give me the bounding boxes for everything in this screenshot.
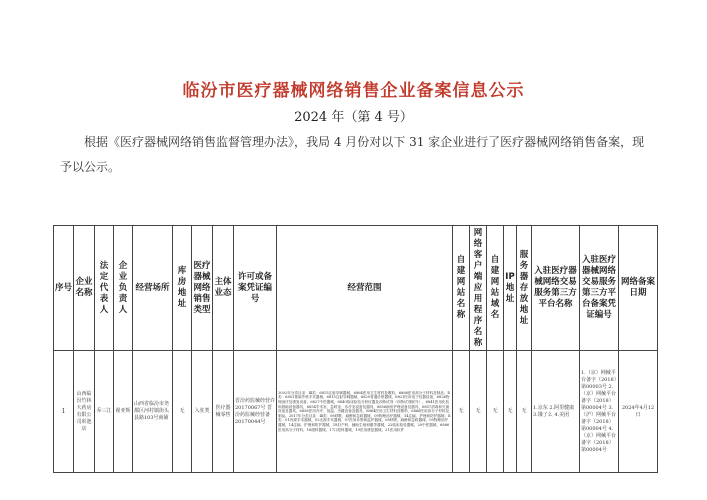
cell-app-name: 无 [470, 351, 487, 473]
column-header: 网络备案日期 [619, 226, 658, 351]
table-header-row [54, 226, 658, 351]
cell-legal-rep: 乔三江 [95, 351, 114, 473]
cell-warehouse: 无 [173, 351, 192, 473]
column-header: 企业负责人 [114, 226, 133, 351]
page-title: 临汾市医疗器械网络销售企业备案信息公示 [182, 81, 525, 101]
cell-business-scope: 2002年分类目录：Ⅲ类：6815注射穿刺器械，6864医用卫生材料及敷料，6866医用高分子材料及制品；Ⅱ类：6801基础外科手术器械，6815注射穿刺器械，6820普通诊察器械，6821医用电子仪器设备，6826物理治疗及康复设备，6827中医器械，6840临床检验分析仪器及诊断试剂（诊断试剂除外），6841医用化验和基础设备器具，6854手术室、急救室、诊疗室设备及器具，6856病房护理设备及器具，6857消毒和灭菌设备及器具，6858医用冷疗、低温、冷藏设备及器具，6864医用卫生材料及敷料，6866医用高分子材料及制品。2017年分类目录：Ⅲ类：08呼吸、麻醉和急救器械，09物理治疗器械，14注输、护理和防护器械；Ⅱ类：01有源手术器械，02无源手术器械，07医用诊察和监护器械，08呼吸、麻醉和急救器械，09物理治疗器械，14注输、护理和防护器械，18妇产科、辅助生殖和避孕器械，22临床检验器械，20中医器械，6866医用高分子材料，16眼科器械，17口腔科器械，19医用康复器械，21医用软件 [277, 351, 453, 473]
cell-platform-names: 1.京东 2.阿里健康 3.饿了么 4.美团 [532, 351, 580, 473]
cell-domain: 无 [487, 351, 504, 473]
cell-premises: 山西省临汾市尧都区河村镇街头县路103号商铺 [133, 351, 173, 473]
cell-seq: 1 [54, 351, 74, 473]
document-issue-number: 2024 年（第 4 号） [294, 110, 413, 125]
cell-own-site: 无 [453, 351, 470, 473]
column-header: 入驻医疗器械网络交易服务第三方平台名称 [532, 226, 580, 351]
column-header: IP地址 [504, 226, 517, 351]
cell-company: 山西临汾竹林大药房有限公司彰池店 [74, 351, 95, 473]
column-header: 序号 [54, 226, 74, 351]
cell-server-address: 无 [517, 351, 532, 473]
column-header: 法定代表人 [95, 226, 114, 351]
column-header: 主体业态 [213, 226, 234, 351]
cell-ip: 无 [504, 351, 517, 473]
cell-license-no: 晋汾药监械经营许20170067号 晋汾药监械经营备20170044号 [234, 351, 277, 473]
cell-business-form: 医疗器械零售 [213, 351, 234, 473]
cell-sales-type: 入驻类 [192, 351, 213, 473]
column-header: 自建网站域名 [487, 226, 504, 351]
intro-paragraph: 根据《医疗器械网络销售监督管理办法》，我局 4 月份对以下 31 家企业进行了医疗器械网络销售备案，现予以公示。 [60, 135, 645, 174]
column-header: 服务器存放地址 [517, 226, 532, 351]
registration-table [53, 225, 658, 473]
table-row [54, 351, 658, 473]
column-header: 库房地址 [173, 226, 192, 351]
cell-record-date: 2024年4月12日 [619, 351, 658, 473]
column-header: 网络客户端应用程序名称 [470, 226, 487, 351]
column-header: 入驻医疗器械网络交易服务第三方平台备案凭证编号 [580, 226, 619, 351]
column-header: 经营场所 [133, 226, 173, 351]
cell-manager: 翟亚辉 [114, 351, 133, 473]
column-header: 企业名称 [74, 226, 95, 351]
column-header: 经营范围 [277, 226, 453, 351]
column-header: 自建网站名称 [453, 226, 470, 351]
cell-platform-records: 1.（京）网械平台备字（2018）第00003号 2.（京）网械平台备字（2018）第00004号 3.（沪）网械平台备字（2018）第00004号 4.（京）网械平台备字（2018）第00004号 [580, 351, 619, 473]
column-header: 许可或备案凭证编号 [234, 226, 277, 351]
column-header: 医疗器械网络销售类型 [192, 226, 213, 351]
